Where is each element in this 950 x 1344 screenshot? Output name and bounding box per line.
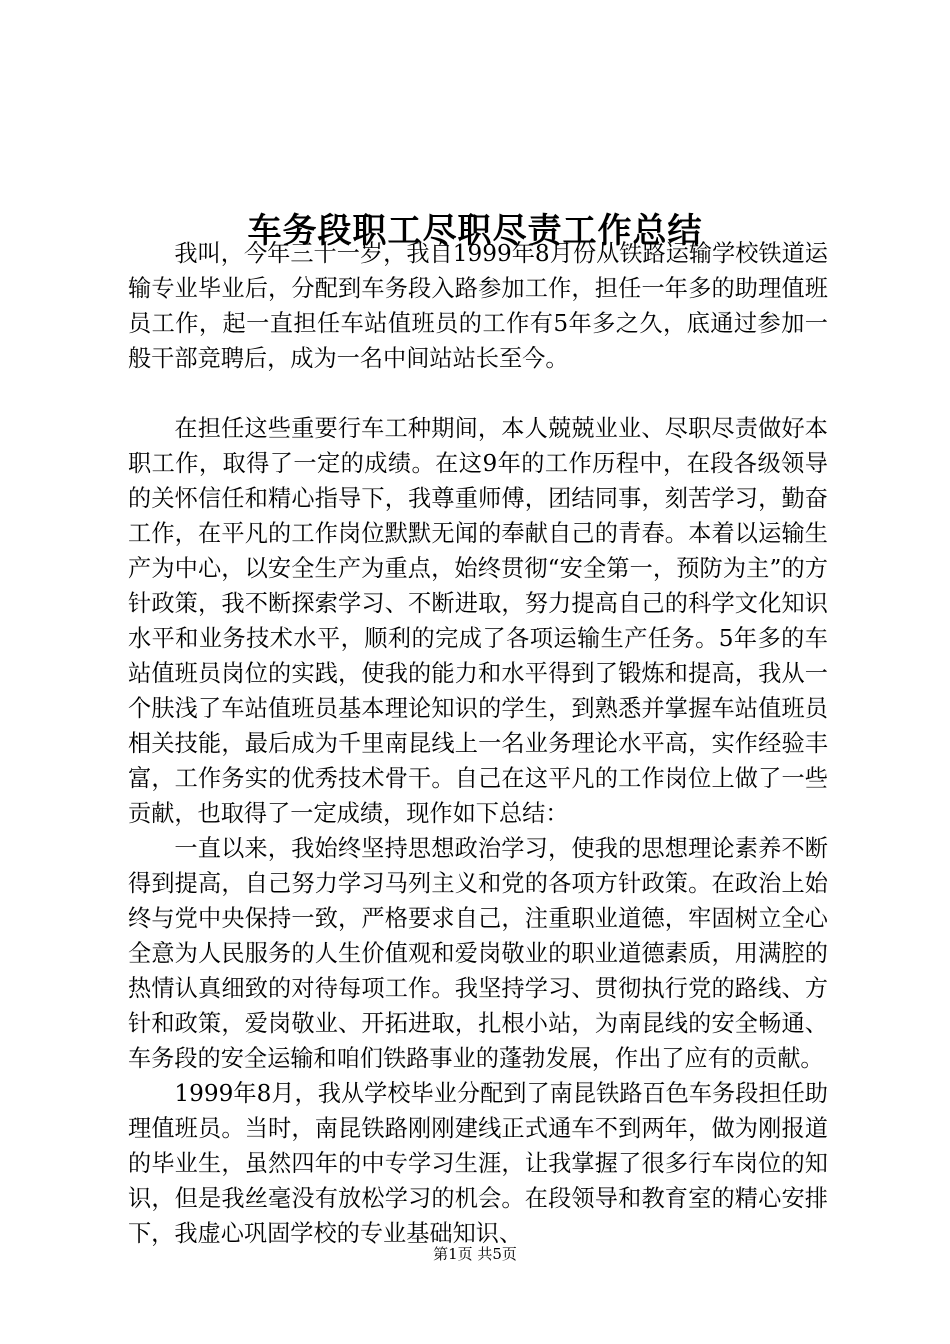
page-number-footer: 第1页 共5页 <box>433 1245 517 1263</box>
paragraph-spacer <box>128 376 828 411</box>
document-body <box>128 236 828 1251</box>
paragraph-1999-assignment: 1999年8月，我从学校毕业分配到了南昆铁路百色车务段担任助理值班员。当时，南昆铁路刚刚建线正式通车不到两年，做为刚报道的毕业生，虽然四年的中专学习生涯，让我掌握了很多行车岗位的知识，但是我丝毫没有放松学习的机会。在段领导和教育室的精心安排下，我虚心巩固学校的专业基础知识、 <box>128 1080 828 1247</box>
paragraph-achievements: 在担任这些重要行车工种期间，本人兢兢业业、尽职尽责做好本职工作，取得了一定的成绩。在这9年的工作历程中，在段各级领导的关怀信任和精心指导下，我尊重师傅，团结同事，刻苦学习，勤奋工作，在平凡的工作岗位默默无闻的奉献自己的青春。本着以运输生产为中心，以安全生产为重点，始终贯彻“安全第一，预防为主”的方针政策，我不断探索学习、不断进取，努力提高自己的科学文化知识水平和业务技术水平，顺利的完成了各项运输生产任务。5年多的车站值班员岗位的实践，使我的能力和水平得到了锻炼和提高，我从一个肤浅了车站值班员基本理论知识的学生，到熟悉并掌握车站值班员相关技能，最后成为千里南昆线上一名业务理论水平高，实作经验丰富，工作务实的优秀技术骨干。自己在这平凡的工作岗位上做了一些贡献，也取得了一定成绩，现作如下总结： <box>128 415 828 827</box>
document-title: 车务段职工尽职尽责工作总结 <box>247 210 703 251</box>
paragraph-political-study: 一直以来，我始终坚持思想政治学习，使我的思想理论素养不断得到提高，自己努力学习马列主义和党的各项方针政策。在政治上始终与党中央保持一致，严格要求自己，注重职业道德，牢固树立全心全意为人民服务的人生价值观和爱岗敬业的职业道德素质，用满腔的热情认真细致的对待每项工作。我坚持学习、贯彻执行党的路线、方针和政策，爱岗敬业、开拓进取，扎根小站，为南昆线的安全畅通、车务段的安全运输和咱们铁路事业的蓬勃发展，作出了应有的贡献。 <box>128 835 828 1072</box>
paragraph-intro: 我叫，今年三十一岁，我自1999年8月份从铁路运输学校铁道运输专业毕业后，分配到车务段入路参加工作，担任一年多的助理值班员工作，起一直担任车站值班员的工作有5年多之久，底通过参加一般干部竞聘后，成为一名中间站站长至今。 <box>128 240 828 372</box>
